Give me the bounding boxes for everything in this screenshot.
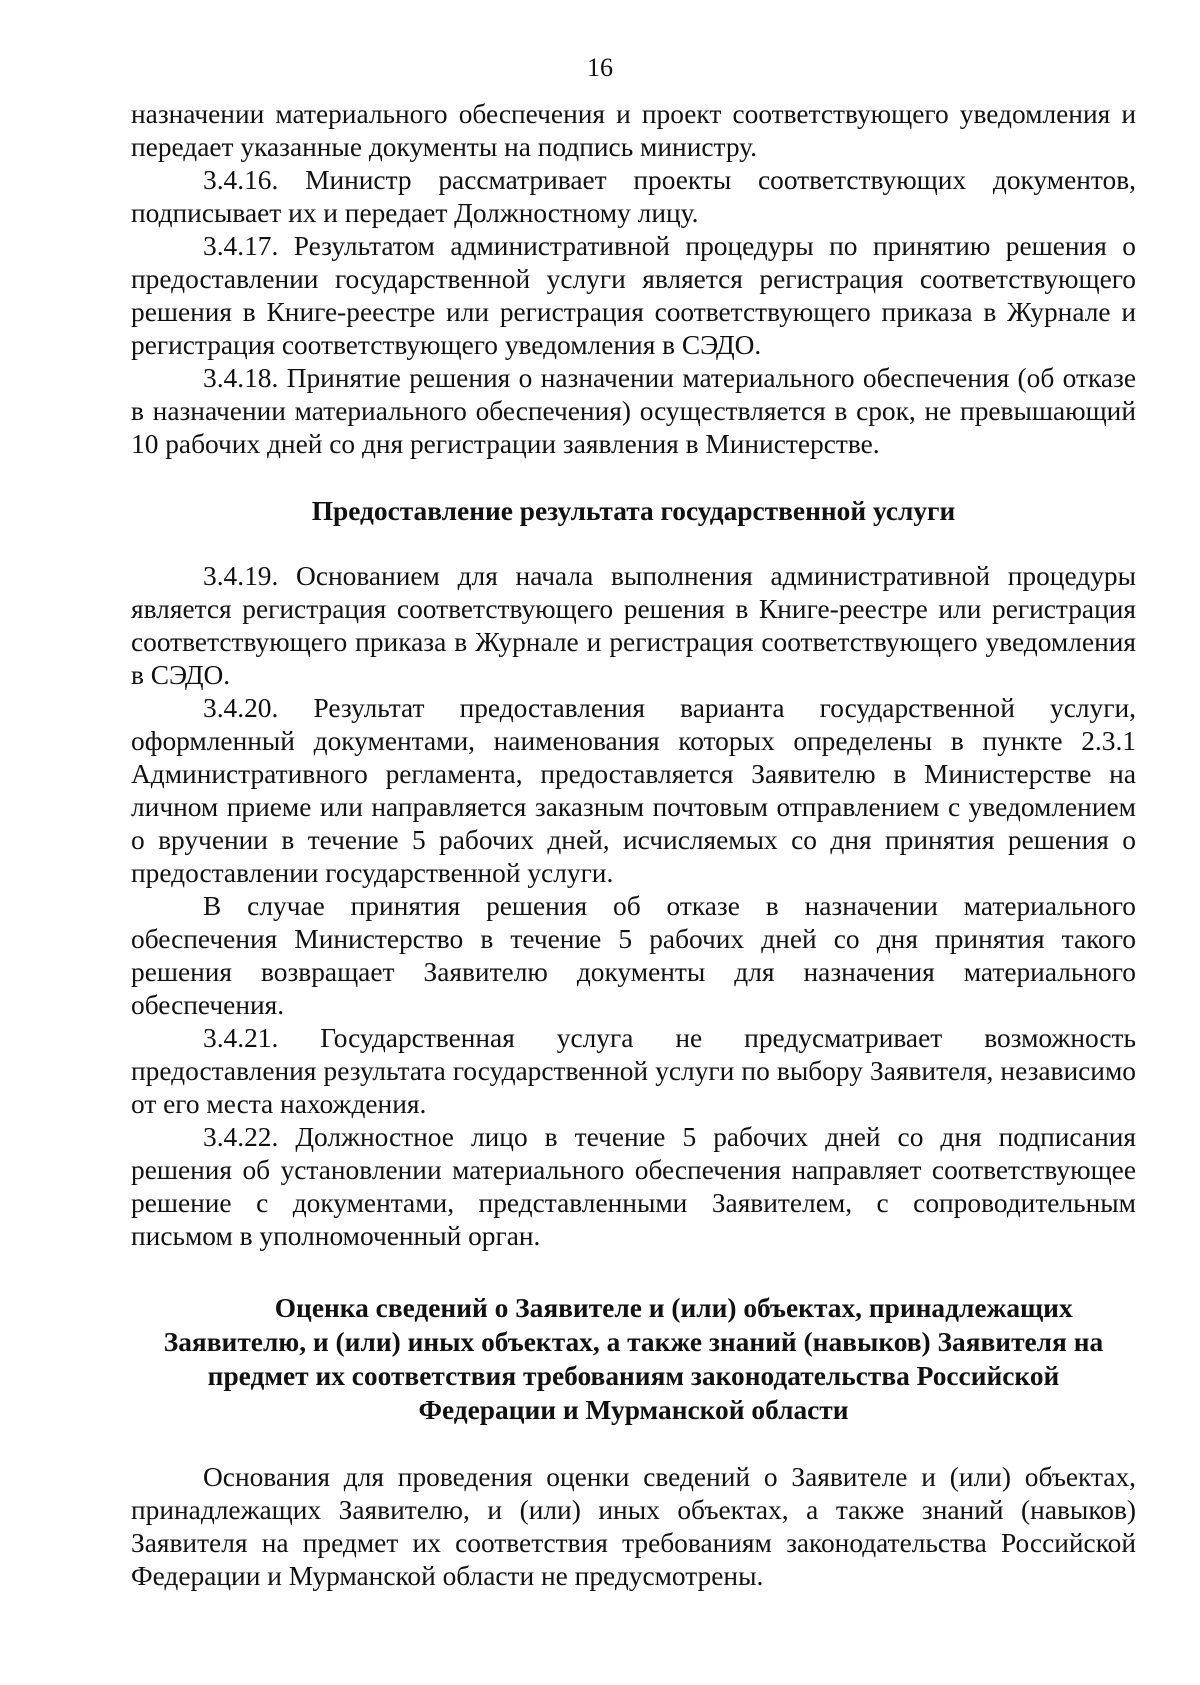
document-body bbox=[131, 98, 1136, 1593]
section-heading-assessment bbox=[131, 1291, 1136, 1427]
paragraph-3-4-21: 3.4.21. Государственная услуга не предусматривает возможность предоставления результата государственной услуги по выбору Заявителя, независимо от его места нахождения. bbox=[131, 1023, 1136, 1119]
paragraph-3-4-19: 3.4.19. Основанием для начала выполнения административной процедуры является регистрация соответствующего решения в Книге-реестре или регистрация соответствующего приказа в Журнале и регистрация соответствующего уведомления в СЭДО. bbox=[131, 561, 1136, 690]
paragraph-continuation: назначении материального обеспечения и проект соответствующего уведомления и передает указанные документы на подпись министру. bbox=[131, 99, 1136, 162]
page-number: 16 bbox=[587, 53, 613, 82]
heading-line-1: Оценка сведений о Заявителе и (или) объектах, принадлежащих bbox=[274, 1293, 1073, 1323]
paragraph-3-4-20: 3.4.20. Результат предоставления варианта государственной услуги, оформленный документами, наименования которых определены в пункте 2.3.1 Административного регламента, предоставляется Заявителю в Министерстве на личном приеме или направляется заказным почтовым отправлением с уведомлением о вручении в течение 5 рабочих дней, исчисляемых со дня принятия решения о предоставлении государственной услуги. bbox=[131, 693, 1136, 888]
section-heading-result: Предоставление результата государственной услуги bbox=[311, 496, 956, 526]
paragraph-3-4-16: 3.4.16. Министр рассматривает проекты соответствующих документов, подписывает их и передает Должностному лицу. bbox=[131, 165, 1136, 228]
heading-line-3: предмет их соответствия требованиям законодательства Российской bbox=[207, 1361, 1060, 1391]
paragraph-3-4-18: 3.4.18. Принятие решения о назначении материального обеспечения (об отказе в назначении материального обеспечения) осуществляется в срок, не превышающий 10 рабочих дней со дня регистрации заявления в Министерстве. bbox=[131, 363, 1136, 459]
paragraph-assessment-grounds: Основания для проведения оценки сведений о Заявителе и (или) объектах, принадлежащих Заявителю, и (или) иных объектах, а также знаний (навыков) Заявителя на предмет их соответствия требованиям законодательства Российской Федерации и Мурманской области не предусмотрены. bbox=[131, 1462, 1136, 1591]
heading-line-2: Заявителю, и (или) иных объектах, а также знаний (навыков) Заявителя на bbox=[163, 1327, 1104, 1357]
paragraph-refusal: В случае принятия решения об отказе в назначении материального обеспечения Министерство в течение 5 рабочих дней со дня принятия такого решения возвращает Заявителю документы для назначения материального обеспечения. bbox=[131, 891, 1136, 1020]
heading-line-4: Федерации и Мурманской области bbox=[418, 1395, 849, 1425]
paragraph-3-4-17: 3.4.17. Результатом административной процедуры по принятию решения о предоставлении государственной услуги является регистрация соответствующего решения в Книге-реестре или регистрация соответствующего приказа в Журнале и регистрация соответствующего уведомления в СЭДО. bbox=[131, 231, 1136, 360]
paragraph-3-4-22: 3.4.22. Должностное лицо в течение 5 рабочих дней со дня подписания решения об установлении материального обеспечения направляет соответствующее решение с документами, представленными Заявителем, с сопроводительным письмом в уполномоченный орган. bbox=[131, 1122, 1136, 1251]
